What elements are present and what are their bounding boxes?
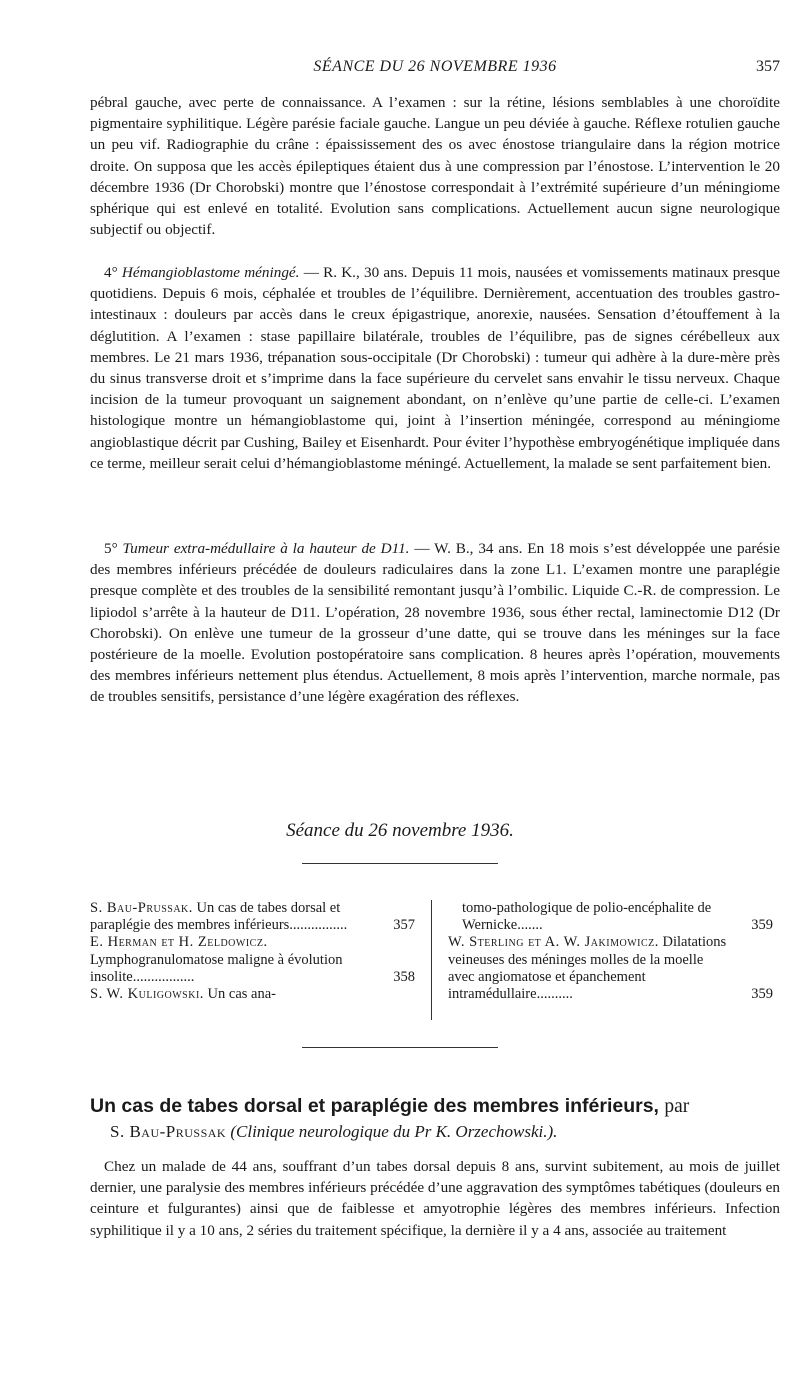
case-4-body: — R. K., 30 ans. Depuis 11 mois, nausées et vomissements matinaux presque quotidiens. Depuis 6 mois, céphalée et troubles de l’équilibre. Dernièrement, accentuation des troubles gastro-intestinaux : douleurs par accès dans le creux épigastrique, anorexie, nausées. Sensation d’étouffement à la déglutition. A l’examen : stase papillaire bilatérale, troubles de l’équilibre, pas de signes cérébelleux aux membres. Le 21 mars 1936, trépanation sous-occipitale (Dr Chorobski) : tumeur qui adhère à la dure-mère près du sinus transverse droit et s’imprime dans la face supérieure du cervelet sans envahir le tissu nerveux. Chaque incision de la tumeur provoquant un saignement abondant, on n’enlève qu’une partie de celle-ci. L’examen histologique montre un hémangioblastome qui, joint à l’insertion méningée, correspond au méningiome angioblastique décrit par Cushing, Bailey et Eisenhardt. Pour éviter l’hypothèse embryogénétique impliquée dans ce terme, meilleur serait celui d’hémangioblastome méningé. Actuellement, la malade se sent parfaitement bien. (90, 264, 781, 472)
case-3-paragraph: pébral gauche, avec perte de connaissance. A l’examen : sur la rétine, lésions semblables à une choroïdite pigmentaire syphilitique. Légère parésie faciale gauche. Langue un peu déviée à gauche. Réflexe rotulien gauche un peu vif. Radiographie du crâne : épaississement des os avec énostose triangulaire dans la région motrice droite. On supposa que les accès épileptiques étaient dus à une compression par l’énostose. L’intervention le 20 décembre 1936 (Dr Chorobski) montre que l’énostose correspondait à l’extrémité supérieure d’un méningiome sphérique qui est enlevé en totalité. Evolution sans complications. Actuellement aucun signe neurologique subjectif ou objectif. (90, 94, 780, 239)
toc-item (90, 934, 415, 986)
case-5-number: 5° (104, 540, 118, 557)
toc-page: 357 (393, 917, 415, 934)
toc-entry-text: Dilatations veineuses des méninges molles de la moelle avec angiomatose et épanchement intramédullaire.......... (448, 934, 727, 1003)
case-4-text (90, 262, 780, 474)
toc-author: S. W. Kuligowski. (90, 986, 204, 1003)
article-title (90, 1094, 780, 1119)
article-byline (110, 1120, 780, 1144)
page-number: 357 (756, 58, 780, 75)
toc-author: E. Herman et H. Zeldowicz. (90, 934, 268, 951)
article-author: S. Bau-Prussak (110, 1122, 227, 1141)
article-affiliation: (Clinique neurologique du Pr K. Orzechowski.). (230, 1122, 558, 1141)
article-paragraph: Chez un malade de 44 ans, souffrant d’un tabes dorsal depuis 8 ans, survint subitement, au mois de juillet dernier, une paralysie des membres inférieurs précédée d’une aggravation des symptômes tabétiques (douleurs en ceinture et fulgurantes) ainsi que de faiblesse et amyotrophie légères des membres inférieurs. Infection syphilitique il y a 10 ans, 2 séries du traitement spécifique, la dernière il y a 4 ans, associée au traitement (90, 1158, 780, 1239)
toc-item (90, 900, 415, 934)
case-4-title: Hémangioblastome méningé. (121, 264, 300, 281)
running-title: SÉANCE DU 26 NOVEMBRE 1936 (313, 58, 557, 75)
toc-entry-text: Un cas de tabes dorsal et paraplégie des membres inférieurs................ (90, 900, 348, 934)
toc-page: 358 (393, 968, 415, 985)
toc-item (448, 900, 773, 934)
toc-author: S. Bau-Prussak. (90, 900, 193, 916)
toc-item (90, 986, 415, 1003)
article-body (90, 1156, 780, 1241)
case-5-text (90, 538, 780, 708)
case-4-paragraph (90, 262, 780, 474)
divider-rule (302, 863, 498, 864)
toc-author: W. Sterling et A. W. Jakimowicz. (448, 934, 659, 951)
divider-rule (302, 1047, 498, 1048)
session-title: Séance du 26 novembre 1936. (286, 820, 514, 841)
toc-right-column (448, 900, 773, 1003)
toc-left-column (90, 900, 415, 1003)
toc-page: 359 (751, 986, 773, 1003)
article-title-suffix: par (664, 1096, 690, 1117)
toc-entry-text: Lymphogranulomatose maligne à évolution insolite................. (90, 951, 343, 985)
toc-item (448, 934, 773, 1003)
case-5-body: — W. B., 34 ans. En 18 mois s’est développée une parésie des membres inférieurs précédée de douleurs radiculaires dans la zone L1. L’examen montre une paraplégie presque complète et des troubles de la sensibilité remontant jusqu’à l’ombilic. Liquide C.-R. de compression. Le lipiodol s’arrête à la hauteur de D11. L’opération, 28 novembre 1936, sous éther rectal, laminectomie D12 (Dr Chorobski). On enlève une tumeur de la grosseur d’une datte, qui se trouve dans les méninges sur la face postérieure de la moelle. Evolution postopératoire sans complication. 8 heures après l’opération, mouvements des membres inférieurs nettement plus étendus. Actuellement, 8 mois après l’intervention, marche normale, pas de troubles sensitifs, persistance d’une légère exagération des réflexes. (90, 540, 781, 706)
case-3-text (90, 92, 780, 240)
case-4-number: 4° (104, 264, 118, 281)
column-divider (431, 900, 432, 1020)
case-5-title: Tumeur extra-médullaire à la hauteur de D11. (122, 540, 410, 557)
case-5-paragraph (90, 538, 780, 708)
running-head (90, 58, 780, 80)
toc-entry-text: tomo-pathologique de polio-encéphalite de Wernicke....... (462, 900, 712, 934)
toc-page: 359 (751, 917, 773, 934)
article-title-text: Un cas de tabes dorsal et paraplégie des membres inférieurs, (90, 1095, 659, 1117)
toc-entry-text: Un cas ana- (207, 986, 276, 1003)
